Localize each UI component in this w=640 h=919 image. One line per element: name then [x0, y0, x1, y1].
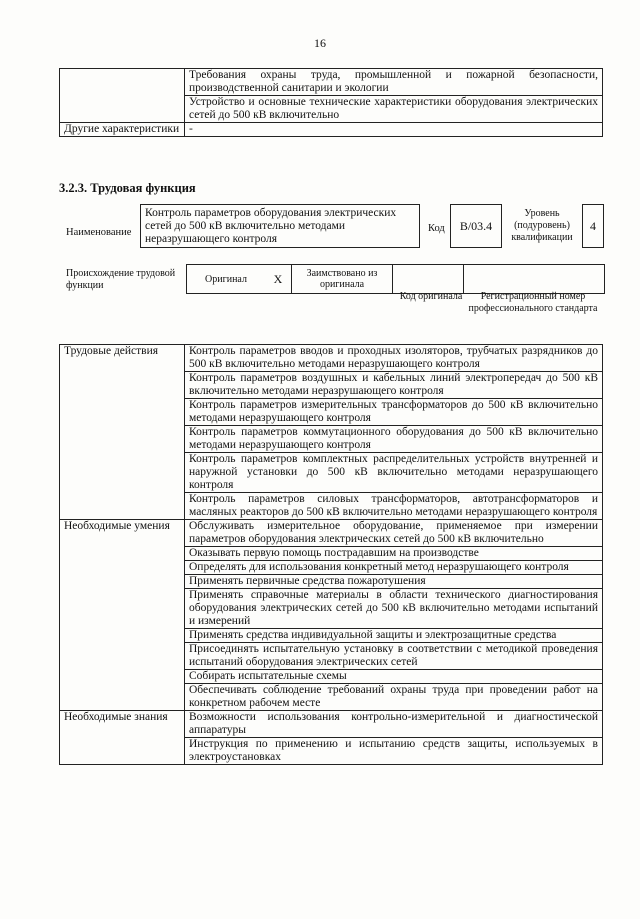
origin-table	[186, 264, 605, 294]
table-cell: Контроль параметров силовых трансформаторов, автотрансформаторов и масляных реакторов до 500 кВ включительно методами неразрушающего контроля	[185, 493, 603, 520]
borrowed-cell: Заимствовано из оригинала	[292, 265, 393, 294]
table-cell: Контроль параметров измерительных трансформаторов до 500 кВ включительно методами неразрушающего контроля	[185, 399, 603, 426]
name-label: Наименование	[66, 227, 132, 238]
table-cell: Собирать испытательные схемы	[185, 670, 603, 684]
table-cell: Обеспечивать соблюдение требований охраны труда при проведении работ на конкретном рабочем месте	[185, 684, 603, 711]
table-cell: Оказывать первую помощь пострадавшим на производстве	[185, 547, 603, 561]
table-row	[60, 345, 603, 372]
table-cell: Применять первичные средства пожаротушения	[185, 575, 603, 589]
group-label: Необходимые знания	[60, 711, 185, 765]
original-mark: X	[265, 265, 292, 294]
group-label: Трудовые действия	[60, 345, 185, 520]
table-cell: Применять средства индивидуальной защиты и электрозащитные средства	[185, 629, 603, 643]
table-cell: -	[185, 123, 603, 137]
table-row	[60, 520, 603, 547]
table-cell: Контроль параметров комплектных распределительных устройств внутренней и наружной установки до 500 кВ включительно методами неразрушающего контроля	[185, 453, 603, 493]
table-cell: Обслуживать измерительное оборудование, применяемое при измерении параметров оборудования электрических сетей до 500 кВ включительно	[185, 520, 603, 547]
table-cell: Контроль параметров воздушных и кабельных линий электропередач до 500 кВ включительно методами неразрушающего контроля	[185, 372, 603, 399]
function-table	[59, 344, 603, 765]
continuation-table	[59, 68, 603, 137]
level-label: Уровень (подуровень) квалификации	[511, 208, 573, 243]
code-original-cell	[393, 265, 464, 294]
page-number: 16	[314, 36, 326, 50]
row-label	[60, 69, 185, 123]
table-cell: Требования охраны труда, промышленной и пожарной безопасности, производственной санитарии и экологии	[185, 69, 603, 96]
table-cell: Инструкция по применению и испытанию средств защиты, используемых в электроустановках	[185, 738, 603, 765]
origin-label: Происхождение трудовой функции	[66, 268, 176, 291]
section-title: 3.2.3. Трудовая функция	[59, 181, 196, 195]
table-row	[60, 711, 603, 738]
group-label: Необходимые умения	[60, 520, 185, 711]
function-code-box: B/03.4	[450, 204, 502, 248]
level-box: 4	[582, 204, 604, 248]
code-label: Код	[428, 223, 445, 234]
reg-number-caption: Регистрационный номер профессионального стандарта	[468, 291, 598, 314]
row-label: Другие характеристики	[60, 123, 185, 137]
table-row	[60, 123, 603, 137]
reg-number-cell	[464, 265, 605, 294]
table-row	[187, 265, 605, 294]
table-cell: Присоединять испытательную установку в соответствии с методикой проведения испытаний оборудования электрических сетей	[185, 643, 603, 670]
table-cell: Определять для использования конкретный метод неразрушающего контроля	[185, 561, 603, 575]
table-cell: Устройство и основные технические характеристики оборудования электрических сетей до 500 кВ включительно	[185, 96, 603, 123]
table-row	[60, 69, 603, 96]
function-name-box: Контроль параметров оборудования электрических сетей до 500 кВ включительно методами неразрушающего контроля	[140, 204, 420, 248]
table-cell: Возможности использования контрольно-измерительной и диагностической аппаратуры	[185, 711, 603, 738]
table-cell: Контроль параметров коммутационного оборудования до 500 кВ включительно методами неразрушающего контроля	[185, 426, 603, 453]
code-original-caption: Код оригинала	[399, 291, 463, 302]
table-cell: Контроль параметров вводов и проходных изоляторов, трубчатых разрядников до 500 кВ включительно методами неразрушающего контроля	[185, 345, 603, 372]
table-cell: Применять справочные материалы в области технического диагностирования оборудования электрических сетей до 500 кВ включительно методами испытаний и измерений	[185, 589, 603, 629]
original-cell: Оригинал	[187, 265, 266, 294]
